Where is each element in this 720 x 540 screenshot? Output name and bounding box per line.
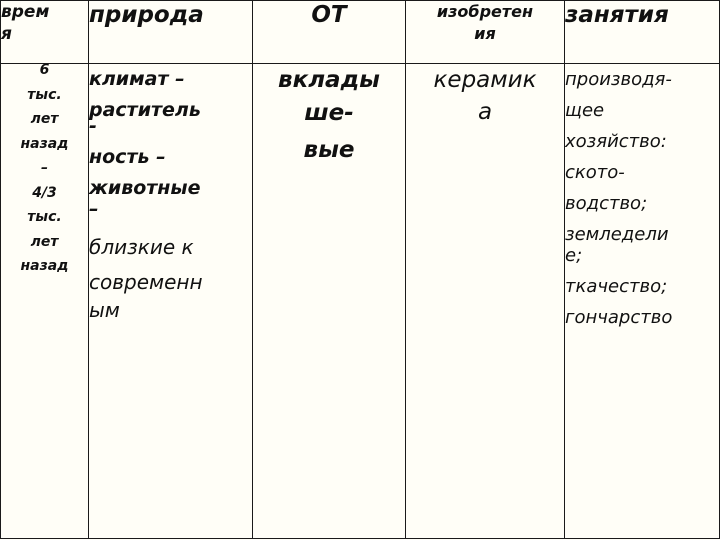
inventions-line: керамик	[433, 67, 537, 93]
occupations-line: щее	[565, 100, 605, 121]
cell-time	[1, 64, 89, 539]
table-row	[1, 64, 720, 539]
nature-line: климат –	[89, 68, 185, 90]
header-row	[1, 1, 720, 64]
cell-nature	[89, 64, 253, 539]
nature-line: современн	[89, 270, 203, 294]
ot-line: ше-	[304, 100, 354, 126]
header-inventions-line: ия	[474, 24, 496, 43]
nature-line: ность –	[89, 146, 166, 168]
nature-line: ым	[89, 298, 120, 322]
header-ot: ОТ	[253, 1, 406, 64]
nature-line: животные	[89, 177, 201, 199]
cell-occupations	[565, 64, 720, 539]
occupations-line: е;	[565, 245, 583, 266]
nature-line: раститель	[89, 99, 201, 121]
time-line: назад	[20, 258, 69, 274]
header-nature: природа	[89, 1, 253, 64]
nature-line: -	[89, 115, 97, 137]
occupations-line: водство;	[565, 193, 648, 214]
header-inventions-line: изобретен	[436, 2, 534, 21]
header-occupations: занятия	[565, 1, 720, 64]
occupations-line: хозяйство:	[565, 131, 667, 152]
cell-inventions	[406, 64, 565, 539]
cell-ot	[253, 64, 406, 539]
occupations-line: ткачество;	[565, 276, 668, 297]
time-line: 4/3	[32, 184, 57, 201]
nature-line: –	[89, 198, 99, 220]
header-inventions	[406, 1, 565, 64]
inventions-line: а	[477, 99, 493, 125]
ot-line: вклады	[278, 67, 380, 93]
nature-line: близкие к	[89, 235, 194, 259]
occupations-line: гончарство	[565, 307, 673, 328]
time-line: назад	[20, 135, 69, 152]
occupations-line: земледели	[565, 224, 669, 245]
header-time	[1, 1, 89, 64]
header-time-line: я	[1, 24, 12, 44]
time-line: лет	[30, 111, 59, 127]
ot-line: вые	[303, 137, 355, 163]
occupations-line: производя-	[565, 69, 672, 90]
time-line: тыс.	[27, 209, 62, 225]
time-line: 6	[39, 63, 50, 78]
time-line: тыс.	[27, 86, 62, 103]
header-time-line: врем	[1, 2, 50, 22]
time-line: лет	[30, 233, 59, 250]
occupations-line: ското-	[565, 162, 625, 183]
time-line: –	[41, 160, 48, 176]
